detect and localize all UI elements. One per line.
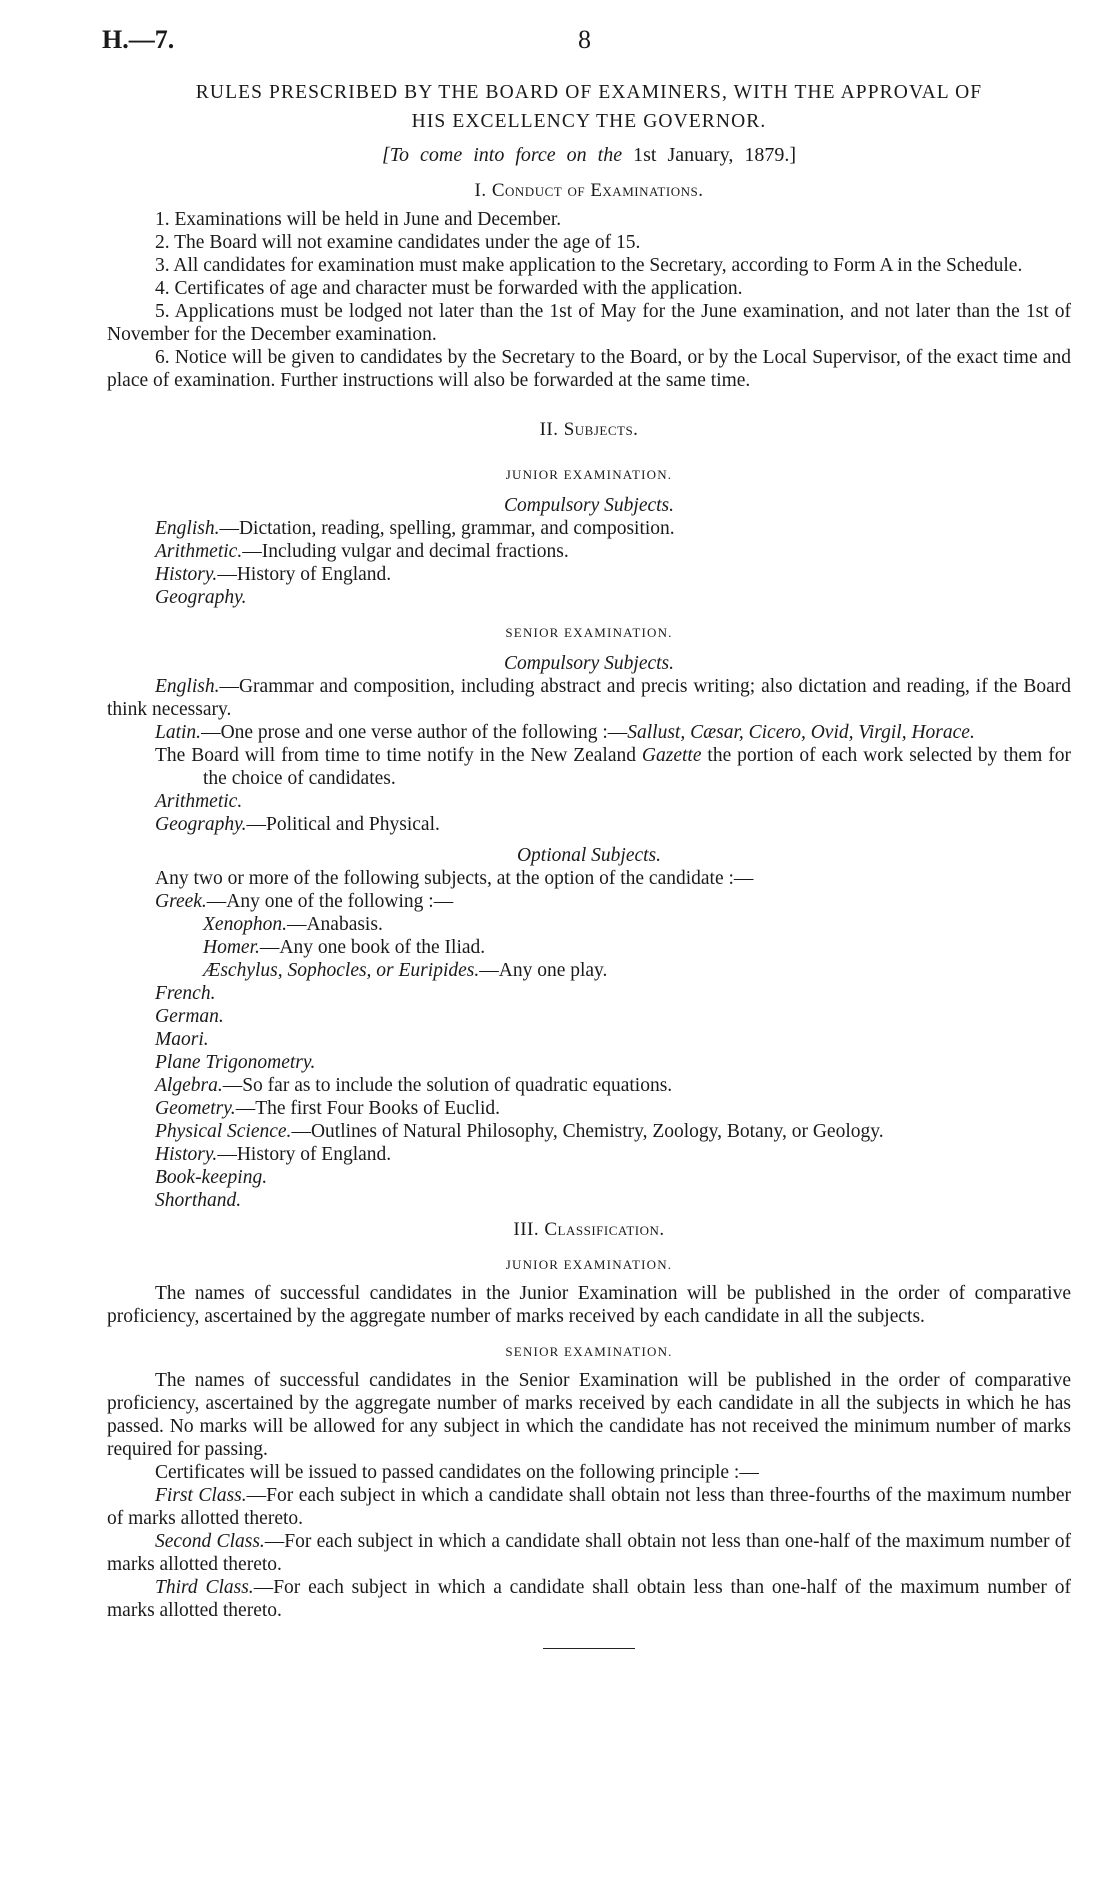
- title-line-1: RULES PRESCRIBED BY THE BOARD OF EXAMINERS, WITH THE APPROVAL OF: [195, 82, 983, 103]
- optional-subject: Geometry.—The first Four Books of Euclid.: [155, 1098, 500, 1119]
- optional-subject: Maori.: [155, 1029, 209, 1050]
- rule-item: 3. All candidates for examination must make application to the Secretary, according to Form A in the Schedule.: [155, 255, 1023, 276]
- junior-classification-heading: JUNIOR EXAMINATION.: [505, 1257, 673, 1272]
- rule-item: 1. Examinations will be held in June and December.: [155, 209, 562, 230]
- subject-english: English.—Grammar and composition, including abstract and precis writing; also dictation and reading, if the Board think necessary.: [107, 676, 1071, 720]
- subject-line: Geography.: [155, 587, 247, 608]
- document-title: [107, 78, 1071, 136]
- end-rule: [543, 1648, 635, 1649]
- effective-date: [107, 144, 1071, 167]
- optional-subject: History.—History of England.: [155, 1144, 392, 1165]
- subject-line: Arithmetic.: [155, 791, 243, 812]
- rule-item: 6. Notice will be given to candidates by the Secretary to the Board, or by the Local Supervisor, of the exact time and place of examination. Further instructions will also be forwarded at the same time.: [107, 347, 1071, 391]
- effective-date-text: [To come into force on the: [381, 144, 623, 166]
- page-number: 8: [578, 25, 591, 54]
- rule-item: 4. Certificates of age and character must be forwarded with the application.: [155, 278, 743, 299]
- senior-classification-text: The names of successful candidates in the Senior Examination will be published in the order of comparative proficiency, ascertained by the aggregate number of marks received by each candidate in all the subjects in which he has passed. No marks will be allowed for any subject in which the candidate has not received the minimum number of marks required for passing.: [107, 1370, 1071, 1460]
- subject-greek: Greek.—Any one of the following :—: [155, 891, 454, 912]
- senior-compulsory-heading: Compulsory Subjects.: [503, 653, 675, 674]
- optional-subject: Algebra.—So far as to include the solution of quadratic equations.: [155, 1075, 673, 1096]
- title-line-2: HIS EXCELLENCY THE GOVERNOR.: [411, 111, 767, 132]
- optional-subject: Book-keeping.: [155, 1167, 268, 1188]
- optional-subjects-heading: Optional Subjects.: [516, 845, 662, 866]
- rule-item: 5. Applications must be lodged not later than the 1st of May for the June examination, and not later than the 1st of November for the December examination.: [107, 301, 1071, 345]
- section-heading-classification: III. Classification.: [513, 1219, 665, 1240]
- senior-examination-heading: SENIOR EXAMINATION.: [505, 625, 673, 640]
- optional-subject: French.: [155, 983, 216, 1004]
- optional-subject: German.: [155, 1006, 224, 1027]
- optional-subject: Plane Trigonometry.: [155, 1052, 316, 1073]
- effective-date-day: 1st January,: [633, 144, 734, 166]
- class-rule: Third Class.—For each subject in which a candidate shall obtain less than one-half of the maximum number of marks allotted thereto.: [107, 1577, 1071, 1621]
- class-rule: Second Class.—For each subject in which a candidate shall obtain not less than one-half of the maximum number of marks allotted thereto.: [107, 1531, 1071, 1575]
- subject-line: Geography.—Political and Physical.: [155, 814, 440, 835]
- greek-author: Homer.—Any one book of the Iliad.: [203, 937, 486, 958]
- greek-author: Xenophon.—Anabasis.: [203, 914, 383, 935]
- junior-classification-text: The names of successful candidates in the Junior Examination will be published in the order of comparative proficiency, ascertained by the aggregate number of marks received by each candidate in all the subjects.: [107, 1283, 1071, 1327]
- optional-subject: Physical Science.—Outlines of Natural Philosophy, Chemistry, Zoology, Botany, or Geology.: [155, 1121, 884, 1142]
- subject-line: English.—Dictation, reading, spelling, grammar, and composition.: [155, 518, 675, 539]
- document-reference: H.—7.: [102, 25, 175, 54]
- gazette-note: The Board will from time to time notify in the New Zealand Gazette the portion of each work selected by them for the choice of candidates.: [155, 745, 1071, 789]
- junior-examination-heading: JUNIOR EXAMINATION.: [505, 467, 673, 482]
- senior-classification-heading: SENIOR EXAMINATION.: [505, 1344, 673, 1359]
- optional-intro: Any two or more of the following subjects, at the option of the candidate :—: [155, 868, 754, 889]
- section-heading-conduct: I. Conduct of Examinations.: [474, 180, 704, 201]
- subject-line: Arithmetic.—Including vulgar and decimal fractions.: [155, 541, 569, 562]
- greek-author: Æschylus, Sophocles, or Euripides.—Any one play.: [203, 960, 608, 981]
- rule-item: 2. The Board will not examine candidates under the age of 15.: [155, 232, 641, 253]
- optional-subject: Shorthand.: [155, 1190, 242, 1211]
- class-rule: First Class.—For each subject in which a candidate shall obtain not less than three-fourths of the maximum number of marks allotted thereto.: [107, 1485, 1072, 1529]
- document-body: [107, 78, 1071, 1649]
- junior-compulsory-heading: Compulsory Subjects.: [503, 495, 675, 516]
- subject-latin: Latin.—One prose and one verse author of the following :—Sallust, Cæsar, Cicero, Ovid, Virgil, Horace.: [155, 722, 975, 743]
- effective-date-year: 1879.]: [744, 144, 797, 166]
- section-heading-subjects: II. Subjects.: [539, 419, 639, 440]
- certificates-text: Certificates will be issued to passed candidates on the following principle :—: [155, 1462, 759, 1483]
- subject-line: History.—History of England.: [155, 564, 392, 585]
